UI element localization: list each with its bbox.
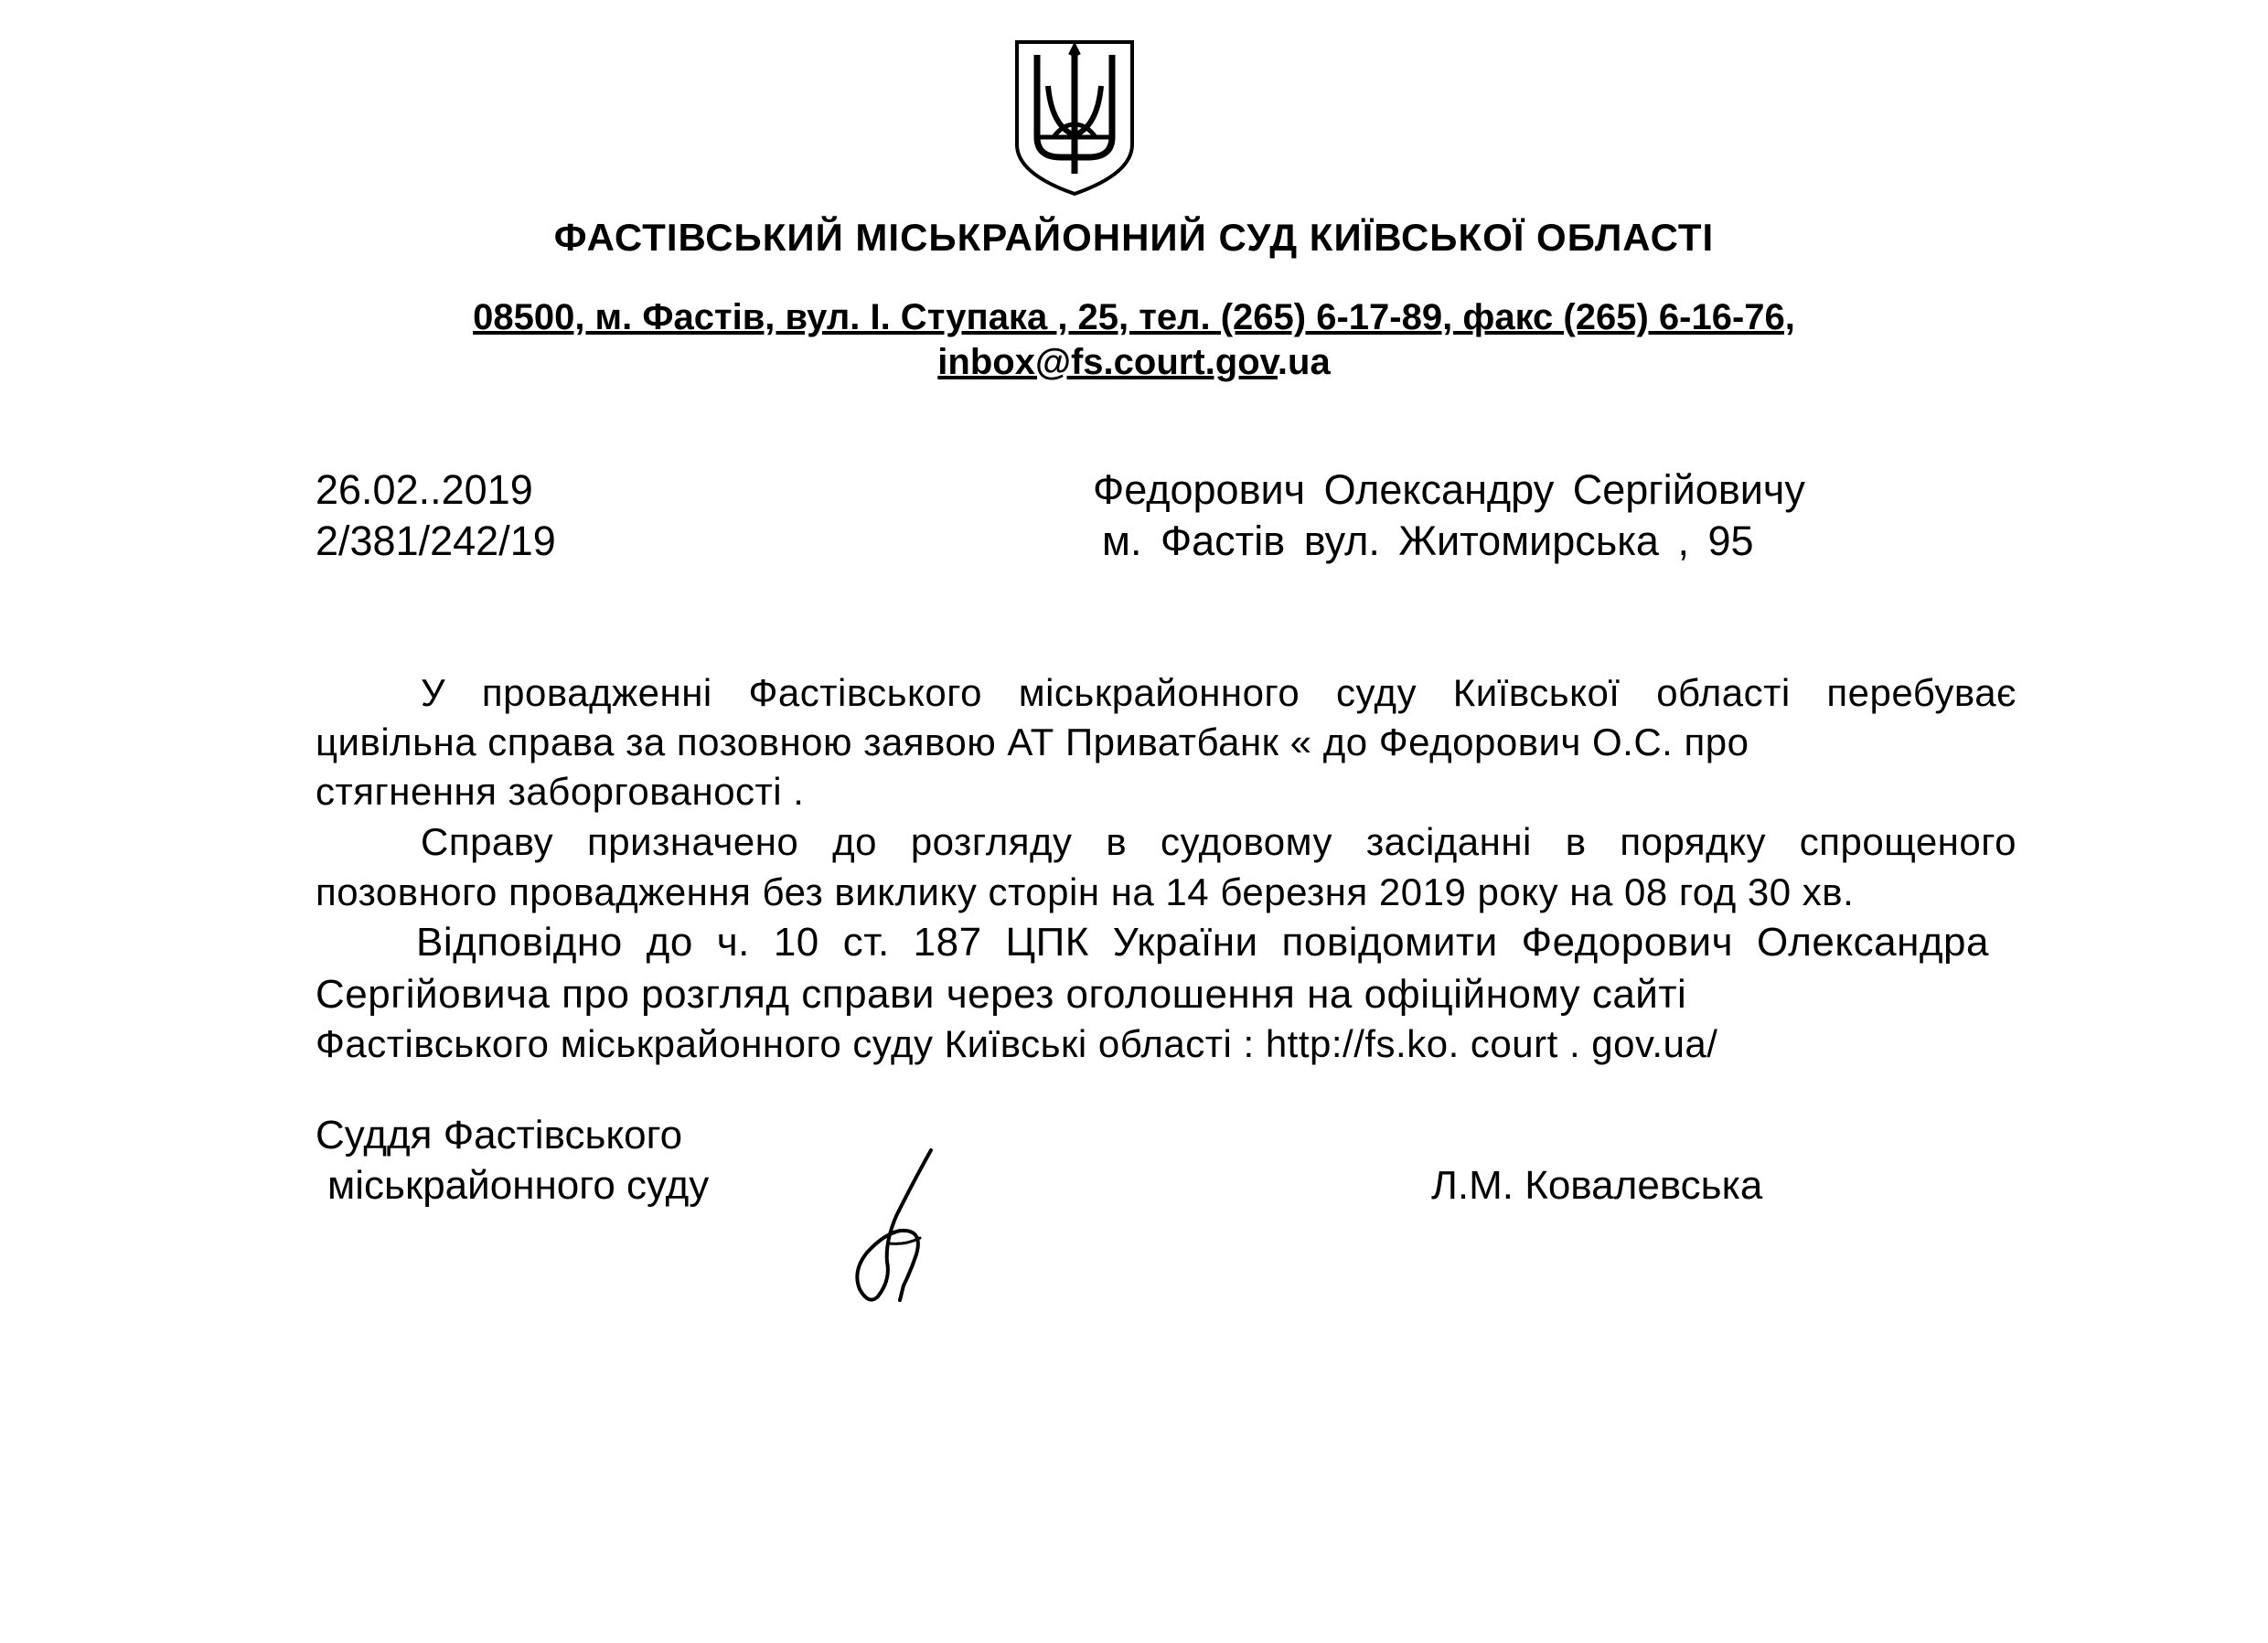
body-text-line: Фастівського міськрайонного суду Київські області : http://fs.ko. court . gov.ua/ (316, 1022, 1718, 1065)
body-text-line: стягнення заборгованості . (316, 770, 805, 813)
signature-icon (832, 1143, 951, 1307)
recipient-name: Федорович Олександру Сергійовичу (1093, 466, 1805, 513)
court-address-line: 08500, м. Фастів, вул. І. Ступака , 25, тел. (265) 6-17-89, факс (265) 6-16-76, (473, 297, 1795, 337)
recipient-address: м. Фастів вул. Житомирська , 95 (1102, 517, 1754, 564)
judge-name: Л.М. Ковалевська (1431, 1163, 1763, 1208)
body-text-line: позовного провадження без виклику сторін на 14 березня 2019 року на 08 год 30 хв. (316, 870, 1855, 913)
body-text-line: цивільна справа за позовною заявою АТ Приватбанк « до Федорович О.С. про (316, 720, 1749, 763)
body-text-line: У провадженні Фастівського міськрайонного суду Київської області перебуває (421, 671, 2017, 714)
body-text-line: Сергійовича про розгляд справи через оголошення на офіційному сайті (316, 972, 1687, 1017)
court-email-line (0, 342, 2268, 383)
coat-of-arms-icon (1006, 37, 1143, 199)
judge-title-line-1: Суддя Фастівського (316, 1113, 683, 1158)
document-date: 26.02..2019 (316, 466, 533, 513)
court-email-tld: .ua (1277, 342, 1331, 382)
court-name-heading: ФАСТІВСЬКИЙ МІСЬКРАЙОННИЙ СУД КИЇВСЬКОЇ ОБЛАСТІ (553, 216, 1715, 259)
body-text-line: Справу призначено до розгляду в судовому засіданні в порядку спрощеного (421, 820, 2017, 863)
court-email-link[interactable]: inbox@fs.court.gov (937, 342, 1278, 382)
document-number: 2/381/242/19 (316, 517, 556, 564)
body-text-line: Відповідно до ч. 10 ст. 187 ЦПК України повідомити Федорович Олександра (416, 920, 1989, 965)
judge-title-line-2: міськрайонного суду (327, 1163, 710, 1208)
